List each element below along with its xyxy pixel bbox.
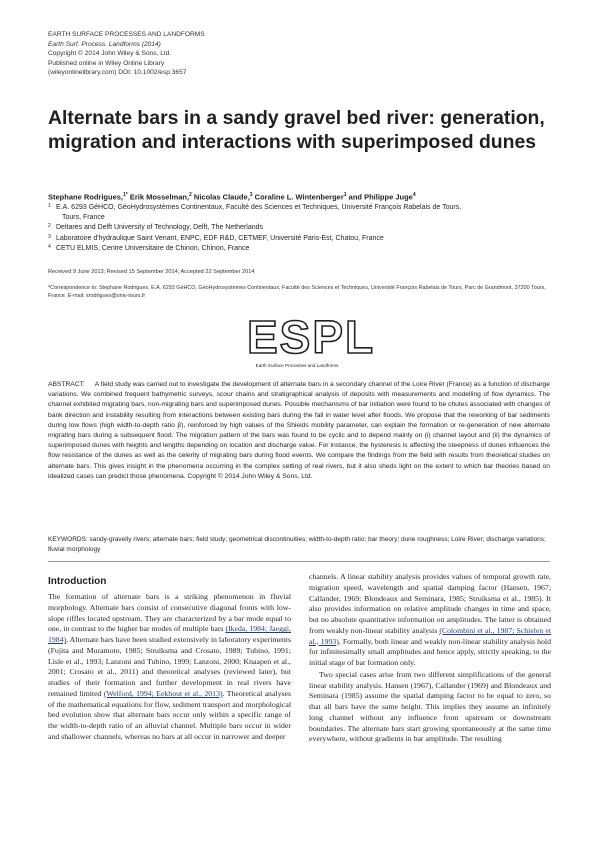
journal-name: EARTH SURFACE PROCESSES AND LANDFORMS [48,31,205,38]
logo-subtitle: Earth Surface Processes and Landforms [255,363,339,368]
affiliation [48,244,558,254]
affiliation [48,223,558,233]
author-name: Nicolas Claude, [193,192,250,202]
journal-citation: Earth Surf. Process. Landforms (2014) [48,40,161,48]
abstract [48,380,550,482]
journal-copyright: Copyright © 2014 John Wiley & Sons, Ltd. [48,50,172,58]
author-affil-mark: 1* [123,192,128,198]
journal-published: Published online in Wiley Online Library [48,59,165,67]
paragraph [309,572,551,669]
received-dates: Received 9 June 2013; Revised 15 September 2014; Accepted 22 September 2014 [48,269,255,275]
author-affil-mark: 3 [249,192,253,198]
body-column-left [48,592,291,743]
abstract-label: ABSTRACT: [48,381,85,388]
author-affil-mark: 4 [412,192,416,198]
affiliation-text: CETU ELMIS, Centre Universitaire de Chinon, Chinon, France [56,244,250,252]
section-heading-introduction: Introduction [48,576,107,587]
espl-logo [247,311,376,370]
journal-doi[interactable]: (wileyonlinelibrary.com) DOI: 10.1002/esp.3657 [48,69,187,77]
paragraph [48,592,291,743]
affiliation-number: 1 [48,203,51,209]
author-name: Erik Mosselman, [129,192,190,202]
paragraph-text: . Alternate bars have been studied extensively in laboratory experiments (Fujita and Muramoto, 1985; Struiksma and Crosato, 1989; Tubino, 1991; Lisle et al., 1993; Lanzoni and Tubino, 1999; Lanzoni, 2000; Knaapen et al., 2001; Crosato et al., 2011) and theoretical analyses (reviewed later), but studies of their formation and further development in real rivers have remained limited [48,635,291,698]
paragraph: Two special cases arise from two different simplifications of the general linear stability analysis. Hansen (1967), Callander (1969) and Blondeaux and Seminara (1985) assume the spatial damping factor to be equal to zero, so that all bars have the same height. This implies they assume an infinitely long channel without any influence from upstream or downstream boundaries. The alternate bars start growing spontaneously at the same time everywhere, without gradients in bar amplitude. The resulting [309,669,551,744]
author-list [48,192,416,202]
article-title: Alternate bars in a sandy gravel bed river: generation, migration and interactions with superimposed dunes [48,107,545,153]
keywords: KEYWORDS: sandy-gravelly rivers; alternate bars; field study; geometrical discontinuities; width-to-depth ratio; bar theory; dune roughness; Loire River; discharge variations; fluvial morphology [48,536,546,553]
affiliation-number: 4 [48,243,51,250]
citation-link[interactable]: (Ikeda, 1984; Jaeggi, 1984) [48,624,291,644]
correspondence: *Correspondence to: Stephane Rodrigues, E.A. 6293 GéHCO, GéoHydrosystèmes Continentaux, Faculté des Sciences et Techniques, Université François Rabelais de Tours, Parc de Grandmont, 37200 Tours, France. E-mail: srodrigues@univ-tours.fr [48,285,546,300]
paragraph-text: . Formally, both linear and weakly non-linear stability analysis hold for infinitesimally small amplitudes and hence apply, strictly speaking, to the initial stage of bar formation only. [309,636,551,667]
affiliation-text: E.A. 6293 GéHCO, GéoHydrosystèmes Continentaux, Faculté des Sciences et Techniques, Université François Rabelais de Tours, [56,204,462,211]
paragraph-text: . Theoretical analyses of the mathematical equations for flow, sediment transport and morphological bed evolution show that alternate bars occur only within a specific range of the width-to-depth ratio of an alluvial channel. Multiple bars occur in wider and shallower channels, whereas no bars at all occur in narrower and deeper [48,688,292,741]
journal-header [48,30,205,78]
body-column-right [309,572,551,745]
affiliation-text: Deltares and Delft University of Technology, Delft, The Netherlands [56,224,263,232]
affiliation [48,234,558,244]
author-affil-mark: 1 [343,192,347,198]
affiliation-number: 2 [48,223,51,230]
abstract-text: A field study was carried out to investigate the development of alternate bars in a secondary channel of the Loire River (France) as a function of discharge variations. We combined frequent bathymetric surveys, scour chains and stratigraphical analysis of deposits with measurements and modelling of flow dynamics. The channel exhibited migrating bars, non-migrating bars and superimposed dunes. Possible mechanisms of bar initiation were found to be chutes associated with changes of bank direction and instability resulting from interactions between existing bars during the fall in water level after floods. We propose that the reworking of bar sediments during low flows (high width-to-depth ratio β), reinforced by high values of the Shields mobility parameter, can explain the formation or re-generation of new alternate migrating bars during a subsequent flood. The migration pattern of the bars was found to be cyclic and to depend mainly on (i) channel layout and (ii) the dynamics of superimposed dunes with heights and lengths depending on location and discharge value. For instance, the hysteresis is affecting the steepness of dunes influences the flow resistance of the dunes as well as the celerity of migrating bars during flood events. We compare the findings from the field with results from theoretical studies on alternate bars. This gives insight in the phenomena occurring in the complex setting of real rivers, but it also sheds light on the extent to which bar theories based on idealized cases can predict those phenomena. Copyright © 2014 John Wiley & Sons, Ltd. [48,381,550,480]
logo-wordmark: ESPL [247,311,376,363]
citation-link[interactable]: (Colombini et al., 1987; Schielen et al., 1993) [309,625,552,646]
paragraph-text: channels. A linear stability analysis provides values of temporal growth rate, migration speed, wavelength and spatial damping factor (Hansen, 1967; Callander, 1969; Blondeaux and Seminara, 1985; Struiksma et al., 1985). It also provides information on relative amplitude changes in time and space, but no absolute quantitative information on amplitudes. The latter is obtained from weakly non-linear stability analysis [309,572,551,635]
affiliation-list [48,203,558,254]
affiliation-text: Laboratoire d'hydraulique Saint Venant, ENPC, EDF R&D, CETMEF, Université Paris-Est, Chatou, France [56,234,384,242]
affiliation-number: 3 [48,233,51,240]
affiliation [48,203,558,223]
section-divider [48,561,550,562]
author-name: Stephane Rodrigues, [48,192,124,202]
author-name: Coraline L. Wintenberger [254,192,344,202]
affiliation-continuation: Tours, France [62,214,105,222]
paragraph-text: The formation of alternate bars is a striking phenomenon in fluvial morphology. Alternate bars consist of consecutive diagonal fronts with low-slope riffles located upstream. They are characterized by a bar mode equal to one, in contrast to the higher bar modes of multiple bars [48,592,291,634]
author-name: and Philippe Juge [348,192,413,202]
author-affil-mark: 2 [189,192,192,198]
citation-link[interactable]: (Welford, 1994; Eekhout et al., 2013) [103,688,223,698]
